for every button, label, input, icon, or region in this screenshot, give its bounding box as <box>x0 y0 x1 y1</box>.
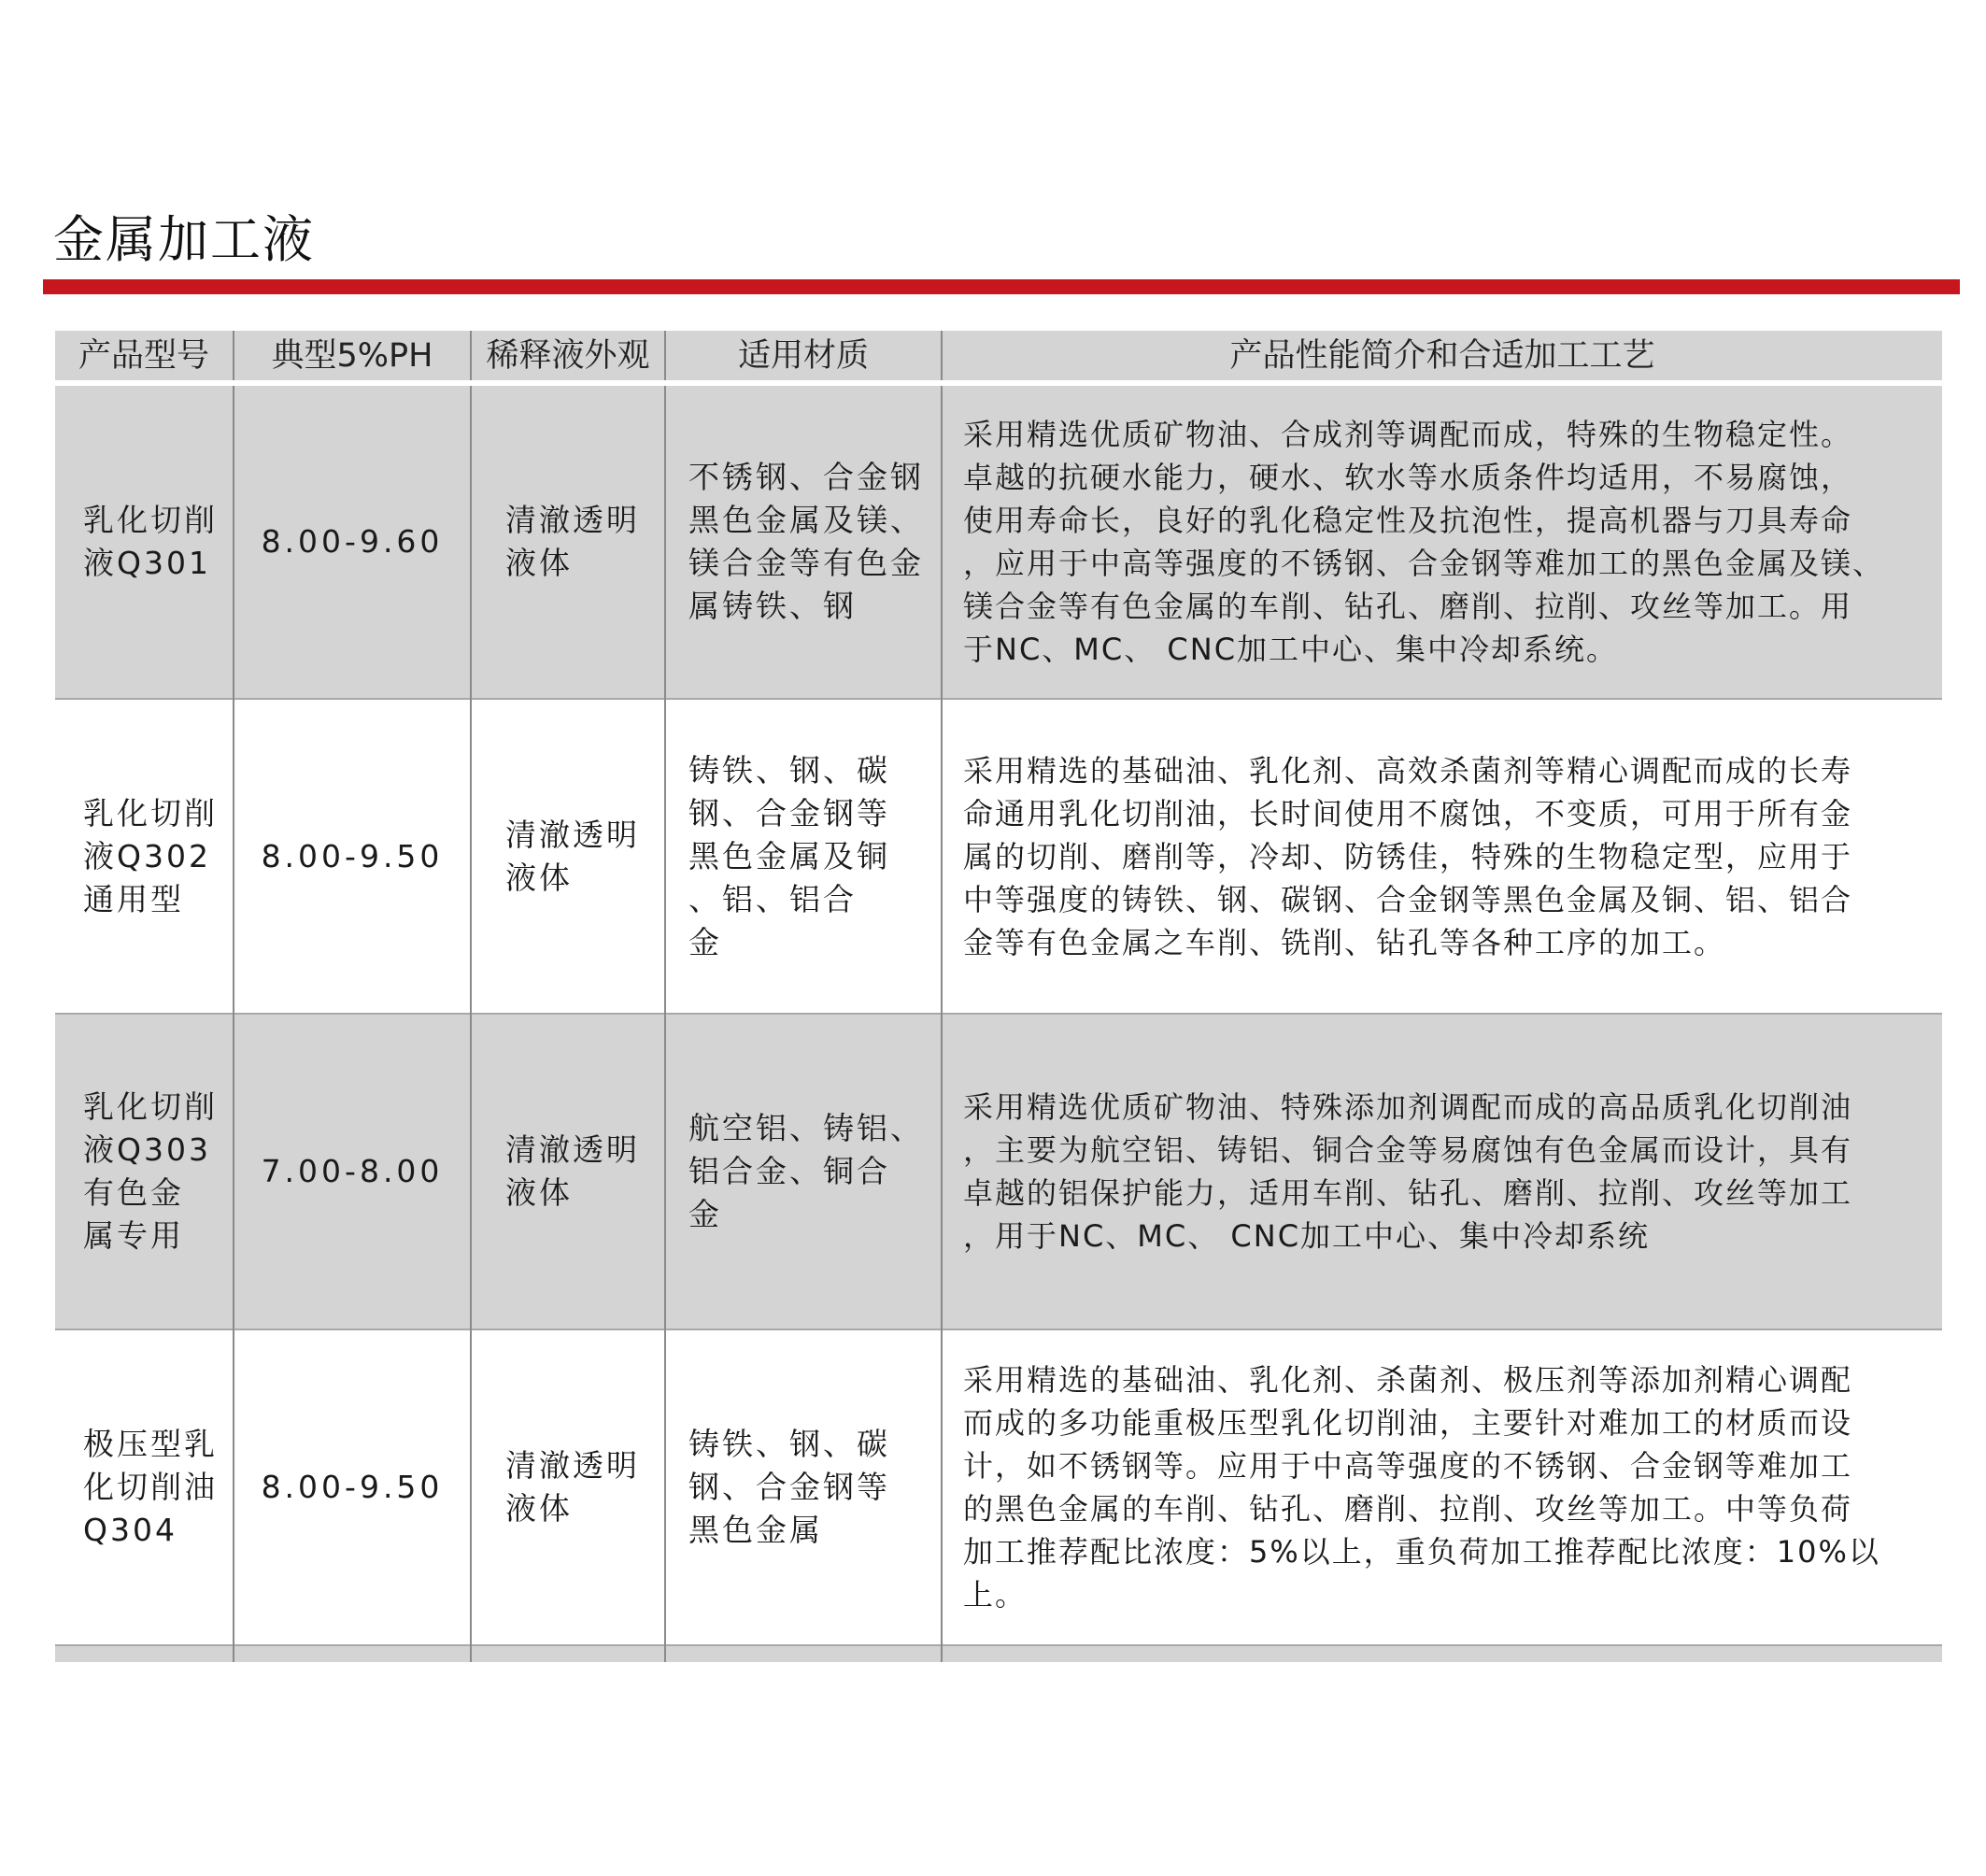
cell-empty <box>665 1645 942 1662</box>
cell-ph: 8.00-9.50 <box>234 1329 471 1645</box>
page-title: 金属加工液 <box>53 210 315 269</box>
table-header-row <box>55 331 1942 383</box>
cell-materials: 铸铁、钢、碳 钢、合金钢等 黑色金属及铜 、铝、铝合 金 <box>665 699 942 1015</box>
cell-model: 乳化切削 液Q302 通用型 <box>55 699 234 1015</box>
product-spec-table <box>55 331 1942 1662</box>
cell-materials: 不锈钢、合金钢 黑色金属及镁、 镁合金等有色金 属铸铁、钢 <box>665 383 942 699</box>
header-appearance: 稀释液外观 <box>471 331 665 383</box>
cell-empty <box>55 1645 234 1662</box>
table-row <box>55 699 1942 1015</box>
cell-model: 极压型乳 化切削油 Q304 <box>55 1329 234 1645</box>
cell-description: 采用精选优质矿物油、合成剂等调配而成，特殊的生物稳定性。 卓越的抗硬水能力，硬水、软水等水质条件均适用，不易腐蚀， 使用寿命长，良好的乳化稳定性及抗泡性，提高机器与刀具寿命 ，应用于中高等强度的不锈钢、合金钢等难加工的黑色金属及镁、 镁合金等有色金属的车削、钻孔、磨削、拉削、攻丝等加工。用 于NC、MC、 CNC加工中心、集中冷却系统。 <box>942 383 1942 699</box>
cell-ph: 8.00-9.50 <box>234 699 471 1015</box>
header-ph: 典型5%PH <box>234 331 471 383</box>
cell-materials: 铸铁、钢、碳 钢、合金钢等 黑色金属 <box>665 1329 942 1645</box>
cell-appearance: 清澈透明 液体 <box>471 699 665 1015</box>
cell-appearance: 清澈透明 液体 <box>471 1329 665 1645</box>
cell-model: 乳化切削 液Q303 有色金 属专用 <box>55 1014 234 1329</box>
cell-empty <box>234 1645 471 1662</box>
cell-description: 采用精选优质矿物油、特殊添加剂调配而成的高品质乳化切削油 ，主要为航空铝、铸铝、铜合金等易腐蚀有色金属而设计，具有 卓越的铝保护能力，适用车削、钻孔、磨削、拉削、攻丝等加工 ，用于NC、MC、 CNC加工中心、集中冷却系统 <box>942 1014 1942 1329</box>
table-row <box>55 383 1942 699</box>
cell-materials: 航空铝、铸铝、 铝合金、铜合 金 <box>665 1014 942 1329</box>
cell-empty <box>471 1645 665 1662</box>
table-row <box>55 1329 1942 1645</box>
table-row <box>55 1014 1942 1329</box>
cell-empty <box>942 1645 1942 1662</box>
cell-ph: 7.00-8.00 <box>234 1014 471 1329</box>
title-divider <box>43 279 1960 294</box>
cell-description: 采用精选的基础油、乳化剂、杀菌剂、极压剂等添加剂精心调配 而成的多功能重极压型乳化切削油，主要针对难加工的材质而设 计，如不锈钢等。应用于中高等强度的不锈钢、合金钢等难加工 的黑色金属的车削、钻孔、磨削、拉削、攻丝等加工。中等负荷 加工推荐配比浓度：5%以上，重负荷加工推荐配比浓度：10%以 上。 <box>942 1329 1942 1645</box>
cell-appearance: 清澈透明 液体 <box>471 1014 665 1329</box>
cell-model: 乳化切削 液Q301 <box>55 383 234 699</box>
header-materials: 适用材质 <box>665 331 942 383</box>
table-row-continuation <box>55 1645 1942 1662</box>
header-model: 产品型号 <box>55 331 234 383</box>
cell-description: 采用精选的基础油、乳化剂、高效杀菌剂等精心调配而成的长寿 命通用乳化切削油，长时间使用不腐蚀，不变质，可用于所有金 属的切削、磨削等，冷却、防锈佳，特殊的生物稳定型，应用于 中等强度的铸铁、钢、碳钢、合金钢等黑色金属及铜、铝、铝合 金等有色金属之车削、铣削、钻孔等各种工序的加工。 <box>942 699 1942 1015</box>
header-description: 产品性能简介和合适加工工艺 <box>942 331 1942 383</box>
cell-ph: 8.00-9.60 <box>234 383 471 699</box>
cell-appearance: 清澈透明 液体 <box>471 383 665 699</box>
